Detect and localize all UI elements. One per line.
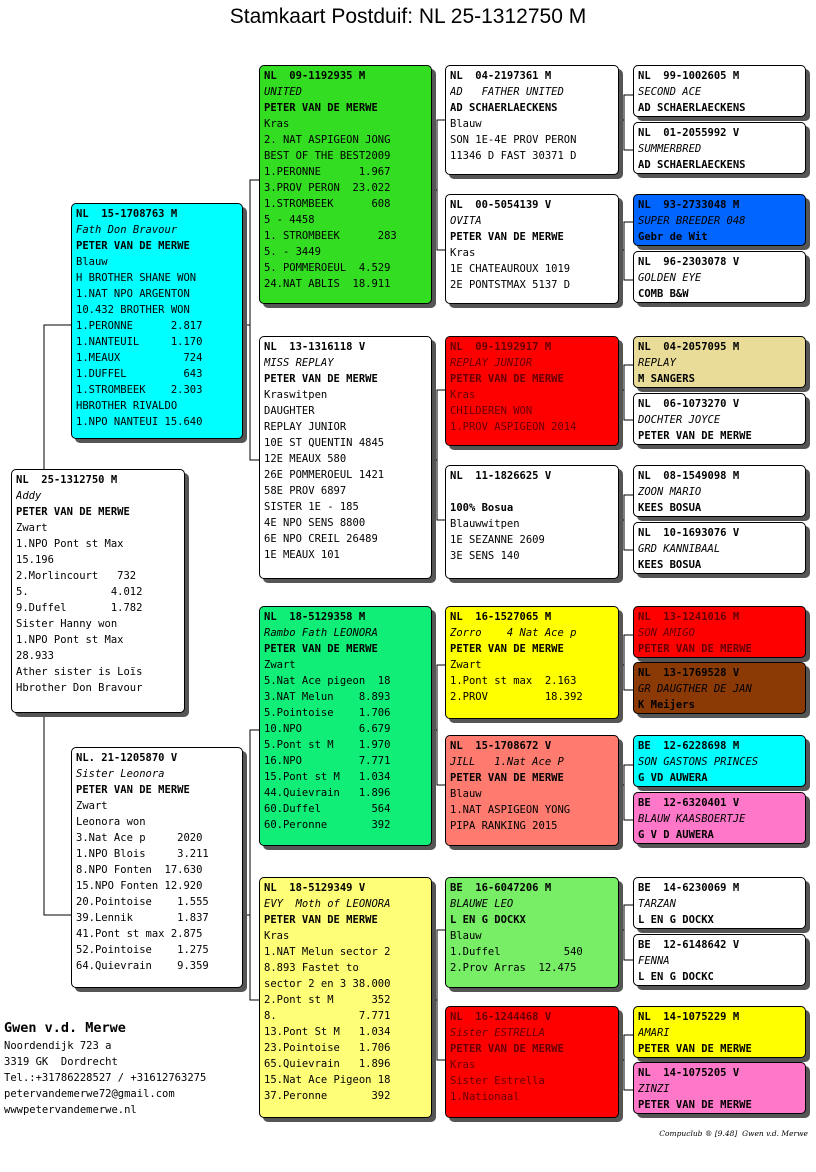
pigeon-name: OVITA <box>450 215 482 227</box>
info-line: 1.MEAUX 724 <box>76 352 203 364</box>
ring-number: NL. 21-1205870 V <box>76 752 178 764</box>
info-line: 8. 7.771 <box>264 1010 391 1022</box>
info-line: 8.893 Fastet to <box>264 962 359 974</box>
breeder-name: M SANGERS <box>638 373 695 385</box>
great-great-grandparent-card <box>633 662 806 714</box>
breeder-name: K Meijers <box>638 699 695 711</box>
ring-number: NL 16-1527065 M <box>450 611 552 623</box>
info-line: 28.933 <box>16 650 54 662</box>
info-line: 1.Pont st max 2.163 <box>450 675 577 687</box>
owner-name: Gwen v.d. Merwe <box>4 1020 126 1036</box>
pigeon-name: DOCHTER JOYCE <box>638 414 721 426</box>
info-line: Kras <box>450 389 476 401</box>
owner-city-line: 3319 GK Dordrecht <box>4 1056 118 1068</box>
info-line: 15.Nat Ace Pigeon 18 <box>264 1074 391 1086</box>
father-card <box>71 203 243 439</box>
info-line: 2.Prov Arras 12.475 <box>450 962 577 974</box>
info-line: Blauw <box>450 788 482 800</box>
info-line: 1.NPO Pont st Max <box>16 634 124 646</box>
info-line: 1.Nationaal <box>450 1091 520 1103</box>
info-line: 1.PERONNE 2.817 <box>76 320 203 332</box>
pigeon-name: GRD KANNIBAAL <box>638 543 721 555</box>
breeder-name: Gebr de Wit <box>638 231 708 243</box>
pigeon-name: GOLDEN EYE <box>638 272 702 284</box>
breeder-name: PETER VAN DE MERWE <box>450 643 564 655</box>
ring-number: NL 00-5054139 V <box>450 199 552 211</box>
info-line: Blauwwitpen <box>450 518 520 530</box>
great-great-grandparent-card <box>633 251 806 303</box>
info-line: 1.NPO Pont st Max <box>16 538 124 550</box>
ring-number: NL 01-2055992 V <box>638 127 740 139</box>
info-line: 1E CHATEAUROUX 1019 <box>450 263 571 275</box>
pigeon-name: Sister Leonora <box>76 768 165 780</box>
breeder-name: 100% Bosua <box>450 502 514 514</box>
info-line: 5 - 4458 <box>264 214 315 226</box>
pigeon-name: Zorro 4 Nat Ace p <box>450 627 577 639</box>
pigeon-name: UNITED <box>264 86 302 98</box>
great-grandparent-card <box>445 877 619 988</box>
ring-number: NL 25-1312750 M <box>16 474 118 486</box>
info-line: 5.Pont st M 1.970 <box>264 739 391 751</box>
owner-email-line: petervandemerwe72@gmail.com <box>4 1088 175 1100</box>
breeder-name: PETER VAN DE MERWE <box>76 240 190 252</box>
breeder-name: KEES BOSUA <box>638 559 702 571</box>
ring-number: NL 13-1769528 V <box>638 667 740 679</box>
info-line: 24.NAT ABLIS 18.911 <box>264 278 391 290</box>
breeder-name: KEES BOSUA <box>638 502 702 514</box>
info-line: 5. - 3449 <box>264 246 321 258</box>
info-line: 23.Pointoise 1.706 <box>264 1042 391 1054</box>
info-line: 52.Pointoise 1.275 <box>76 944 209 956</box>
great-grandparent-card <box>445 465 619 579</box>
info-line: Zwart <box>16 522 48 534</box>
pigeon-name: BLAUW KAASBOERTJE <box>638 813 746 825</box>
pigeon-name: AMARI <box>638 1027 670 1039</box>
info-line: 2.Morlincourt 732 <box>16 570 137 582</box>
footer-credit: Compuclub ® [9.48] Gwen v.d. Merwe <box>659 1129 808 1138</box>
info-line: 41.Pont st max 2.875 <box>76 928 203 940</box>
ring-number: NL 10-1693076 V <box>638 527 740 539</box>
info-line: SON 1E-4E PROV PERON <box>450 134 577 146</box>
great-great-grandparent-card <box>633 65 806 117</box>
great-great-grandparent-card <box>633 122 806 174</box>
great-great-grandparent-card <box>633 934 806 986</box>
ring-number: NL 15-1708672 V <box>450 740 552 752</box>
info-line: DAUGHTER <box>264 405 315 417</box>
breeder-name: PETER VAN DE MERWE <box>264 102 378 114</box>
pigeon-name: SON GASTONS PRINCES <box>638 756 759 768</box>
info-line: Blauw <box>450 118 482 130</box>
info-line: 9.Duffel 1.782 <box>16 602 143 614</box>
info-line: 10E ST QUENTIN 4845 <box>264 437 385 449</box>
owner-website-line: wwwpetervandemerwe.nl <box>4 1104 137 1116</box>
ring-number: NL 08-1549098 M <box>638 470 740 482</box>
breeder-name: PETER VAN DE MERWE <box>264 914 378 926</box>
breeder-name: PETER VAN DE MERWE <box>638 1043 752 1055</box>
info-line: BEST OF THE BEST2009 <box>264 150 391 162</box>
info-line: Leonora won <box>76 816 146 828</box>
ring-number: NL 16-1244468 V <box>450 1011 552 1023</box>
info-line: 5.Nat Ace pigeon 18 <box>264 675 391 687</box>
great-great-grandparent-card <box>633 393 806 445</box>
breeder-name: PETER VAN DE MERWE <box>264 643 378 655</box>
ring-number: NL 11-1826625 V <box>450 470 552 482</box>
info-line: 1.STROMBEEK 2.303 <box>76 384 203 396</box>
info-line: 37.Peronne 392 <box>264 1090 391 1102</box>
info-line: Ather sister is Loïs <box>16 666 143 678</box>
ring-number: NL 09-1192917 M <box>450 341 552 353</box>
pigeon-name: SON AMIGO <box>638 627 695 639</box>
info-line: Sister Estrella <box>450 1075 545 1087</box>
info-line: Kras <box>450 247 476 259</box>
breeder-name: AD SCHAERLAECKENS <box>450 102 558 114</box>
breeder-name: PETER VAN DE MERWE <box>450 231 564 243</box>
breeder-name: PETER VAN DE MERWE <box>638 430 752 442</box>
pigeon-name: BLAUWE LEO <box>450 898 514 910</box>
great-grandparent-card <box>445 606 619 719</box>
info-line: 5. POMMEROEUL 4.529 <box>264 262 391 274</box>
info-line: 10.432 BROTHER WON <box>76 304 190 316</box>
info-line: 1E SEZANNE 2609 <box>450 534 545 546</box>
info-line: 2.Pont st M 352 <box>264 994 391 1006</box>
info-line: 65.Quievrain 1.896 <box>264 1058 391 1070</box>
info-line: 1.STROMBEEK 608 <box>264 198 391 210</box>
great-grandparent-card <box>445 735 619 846</box>
owner-phone-line: Tel.:+31786228527 / +31612763275 <box>4 1072 207 1084</box>
pigeon-name: Addy <box>16 490 42 502</box>
info-line: PIPA RANKING 2015 <box>450 820 558 832</box>
breeder-name: PETER VAN DE MERWE <box>450 772 564 784</box>
info-line: Blauw <box>76 256 108 268</box>
info-line: 15.196 <box>16 554 54 566</box>
info-line: 2E PONTSTMAX 5137 D <box>450 279 571 291</box>
pigeon-name: JILL 1.Nat Ace P <box>450 756 564 768</box>
owner-address-line: Noordendijk 723 a <box>4 1040 112 1052</box>
ring-number: NL 99-1002605 M <box>638 70 740 82</box>
great-great-grandparent-card <box>633 465 806 517</box>
ring-number: NL 93-2733048 M <box>638 199 740 211</box>
info-line: 1E MEAUX 101 <box>264 549 340 561</box>
info-line: 1.NPO Blois 3.211 <box>76 848 209 860</box>
info-line: 13.Pont St M 1.034 <box>264 1026 391 1038</box>
pigeon-name: REPLAY JUNIOR <box>450 357 533 369</box>
pigeon-name: SUPER BREEDER 048 <box>638 215 746 227</box>
subject-card <box>11 469 185 713</box>
ring-number: NL 15-1708763 M <box>76 208 178 220</box>
ring-number: NL 18-5129358 M <box>264 611 366 623</box>
info-line: 4E NPO SENS 8800 <box>264 517 366 529</box>
pigeon-name: REPLAY <box>638 357 676 369</box>
breeder-name: L EN G DOCKX <box>638 914 714 926</box>
pigeon-name: AD FATHER UNITED <box>450 86 564 98</box>
ring-number: NL 04-2057095 M <box>638 341 740 353</box>
info-line: 1.NAT Melun sector 2 <box>264 946 391 958</box>
great-great-grandparent-card <box>633 1062 806 1114</box>
breeder-name: COMB B&W <box>638 288 689 300</box>
info-line: 1.NAT ASPIGEON YONG <box>450 804 571 816</box>
info-line: 8.NPO Fonten 17.630 <box>76 864 203 876</box>
ring-number: NL 96-2303078 V <box>638 256 740 268</box>
breeder-name: PETER VAN DE MERWE <box>638 643 752 655</box>
breeder-name: PETER VAN DE MERWE <box>450 373 564 385</box>
breeder-name: PETER VAN DE MERWE <box>450 1043 564 1055</box>
pigeon-name: Rambo Fath LEONORA <box>264 627 378 639</box>
info-line: 1.NAT NPO ARGENTON <box>76 288 190 300</box>
info-line: CHILDEREN WON <box>450 405 533 417</box>
breeder-name: PETER VAN DE MERWE <box>264 373 378 385</box>
mother-card <box>71 747 243 988</box>
pigeon-name: MISS REPLAY <box>264 357 334 369</box>
info-line: Kras <box>264 930 290 942</box>
ring-number: BE 16-6047206 M <box>450 882 552 894</box>
info-line: Zwart <box>76 800 108 812</box>
info-line: 10.NPO 6.679 <box>264 723 391 735</box>
ring-number: BE 12-6148642 V <box>638 939 740 951</box>
info-line: 39.Lennik 1.837 <box>76 912 209 924</box>
info-line: 3.PROV PERON 23.022 <box>264 182 391 194</box>
owner-info <box>4 1018 206 1118</box>
breeder-name: AD SCHAERLAECKENS <box>638 102 746 114</box>
info-line: 44.Quievrain 1.896 <box>264 787 391 799</box>
pigeon-name: GR DAUGTHER DE JAN <box>638 683 752 695</box>
pigeon-name: ZOON MARIO <box>638 486 702 498</box>
pigeon-name: SUMMERBRED <box>638 143 702 155</box>
breeder-name: PETER VAN DE MERWE <box>76 784 190 796</box>
breeder-name: L EN G DOCKC <box>638 971 714 983</box>
ring-number: NL 14-1075205 V <box>638 1067 740 1079</box>
info-line: Kraswitpen <box>264 389 328 401</box>
info-line: 5.Pointoise 1.706 <box>264 707 391 719</box>
info-line: 26E POMMEROEUL 1421 <box>264 469 385 481</box>
great-great-grandparent-card <box>633 877 806 929</box>
pigeon-name: FENNA <box>638 955 670 967</box>
breeder-name: G V D AUWERA <box>638 829 714 841</box>
info-line: 1.NANTEUIL 1.170 <box>76 336 203 348</box>
info-line: 64.Quievrain 9.359 <box>76 960 209 972</box>
breeder-name: AD SCHAERLAECKENS <box>638 159 746 171</box>
ring-number: BE 14-6230069 M <box>638 882 740 894</box>
info-line: 58E PROV 6897 <box>264 485 347 497</box>
pigeon-name: ZINZI <box>638 1083 670 1095</box>
info-line: 1.Duffel 540 <box>450 946 583 958</box>
info-line: Kras <box>450 1059 476 1071</box>
great-great-grandparent-card <box>633 792 806 844</box>
pigeon-name: EVY Moth of LEONORA <box>264 898 391 910</box>
maternal-grandfather-card <box>259 606 432 846</box>
ring-number: NL 14-1075229 M <box>638 1011 740 1023</box>
info-line: 60.Peronne 392 <box>264 819 391 831</box>
info-line: 1.PROV ASPIGEON 2014 <box>450 421 577 433</box>
info-line: 15.NPO Fonten 12.920 <box>76 880 203 892</box>
info-line: Hbrother Don Bravour <box>16 682 143 694</box>
info-line: 15.Pont st M 1.034 <box>264 771 391 783</box>
pigeon-name: TARZAN <box>638 898 676 910</box>
info-line: Sister Hanny won <box>16 618 118 630</box>
ring-number: NL 18-5129349 V <box>264 882 366 894</box>
paternal-grandfather-card <box>259 65 432 304</box>
maternal-grandmother-card <box>259 877 432 1118</box>
ring-number: NL 04-2197361 M <box>450 70 552 82</box>
info-line: 60.Duffel 564 <box>264 803 391 815</box>
great-great-grandparent-card <box>633 606 806 658</box>
breeder-name: PETER VAN DE MERWE <box>638 1099 752 1111</box>
pigeon-name: Sister ESTRELLA <box>450 1027 545 1039</box>
paternal-grandmother-card <box>259 336 432 579</box>
info-line: Blauw <box>450 930 482 942</box>
info-line: 2.PROV 18.392 <box>450 691 583 703</box>
breeder-name: L EN G DOCKX <box>450 914 526 926</box>
great-great-grandparent-card <box>633 1006 806 1058</box>
breeder-name: G VD AUWERA <box>638 772 708 784</box>
great-grandparent-card <box>445 65 619 175</box>
great-great-grandparent-card <box>633 194 806 246</box>
info-line: Zwart <box>450 659 482 671</box>
ring-number: NL 09-1192935 M <box>264 70 366 82</box>
ring-number: BE 12-6228698 M <box>638 740 740 752</box>
info-line: 16.NPO 7.771 <box>264 755 391 767</box>
pigeon-name <box>450 484 614 500</box>
info-line: 20.Pointoise 1.555 <box>76 896 209 908</box>
page-title: Stamkaart Postduif: NL 25-1312750 M <box>229 5 587 28</box>
great-great-grandparent-card <box>633 735 806 787</box>
info-line: 1.NPO NANTEUI 15.640 <box>76 416 203 428</box>
great-grandparent-card <box>445 194 619 304</box>
great-great-grandparent-card <box>633 522 806 574</box>
info-line: 5. 4.012 <box>16 586 143 598</box>
great-grandparent-card <box>445 336 619 446</box>
ring-number: BE 12-6320401 V <box>638 797 740 809</box>
info-line: Zwart <box>264 659 296 671</box>
great-great-grandparent-card <box>633 336 806 388</box>
pigeon-name: Fath Don Bravour <box>76 224 178 236</box>
info-line: 1.DUFFEL 643 <box>76 368 203 380</box>
info-line: H BROTHER SHANE WON <box>76 272 197 284</box>
info-line: 3.Nat Ace p 2020 <box>76 832 203 844</box>
pigeon-name: SECOND ACE <box>638 86 702 98</box>
info-line: 3.NAT Melun 8.893 <box>264 691 391 703</box>
info-line: REPLAY JUNIOR <box>264 421 347 433</box>
info-line: 2. NAT ASPIGEON JONG <box>264 134 391 146</box>
info-line: 12E MEAUX 580 <box>264 453 347 465</box>
ring-number: NL 06-1073270 V <box>638 398 740 410</box>
info-line: 1. STROMBEEK 283 <box>264 230 397 242</box>
ring-number: NL 13-1316118 V <box>264 341 366 353</box>
ring-number: NL 13-1241016 M <box>638 611 740 623</box>
info-line: SISTER 1E - 185 <box>264 501 359 513</box>
info-line: 3E SENS 140 <box>450 550 520 562</box>
breeder-name: PETER VAN DE MERWE <box>16 506 130 518</box>
info-line: HBROTHER RIVALDO <box>76 400 178 412</box>
great-grandparent-card <box>445 1006 619 1118</box>
info-line: sector 2 en 3 38.000 <box>264 978 391 990</box>
info-line: Kras <box>264 118 290 130</box>
info-line: 6E NPO CREIL 26489 <box>264 533 378 545</box>
info-line: 1.PERONNE 1.967 <box>264 166 391 178</box>
info-line: 11346 D FAST 30371 D <box>450 150 577 162</box>
